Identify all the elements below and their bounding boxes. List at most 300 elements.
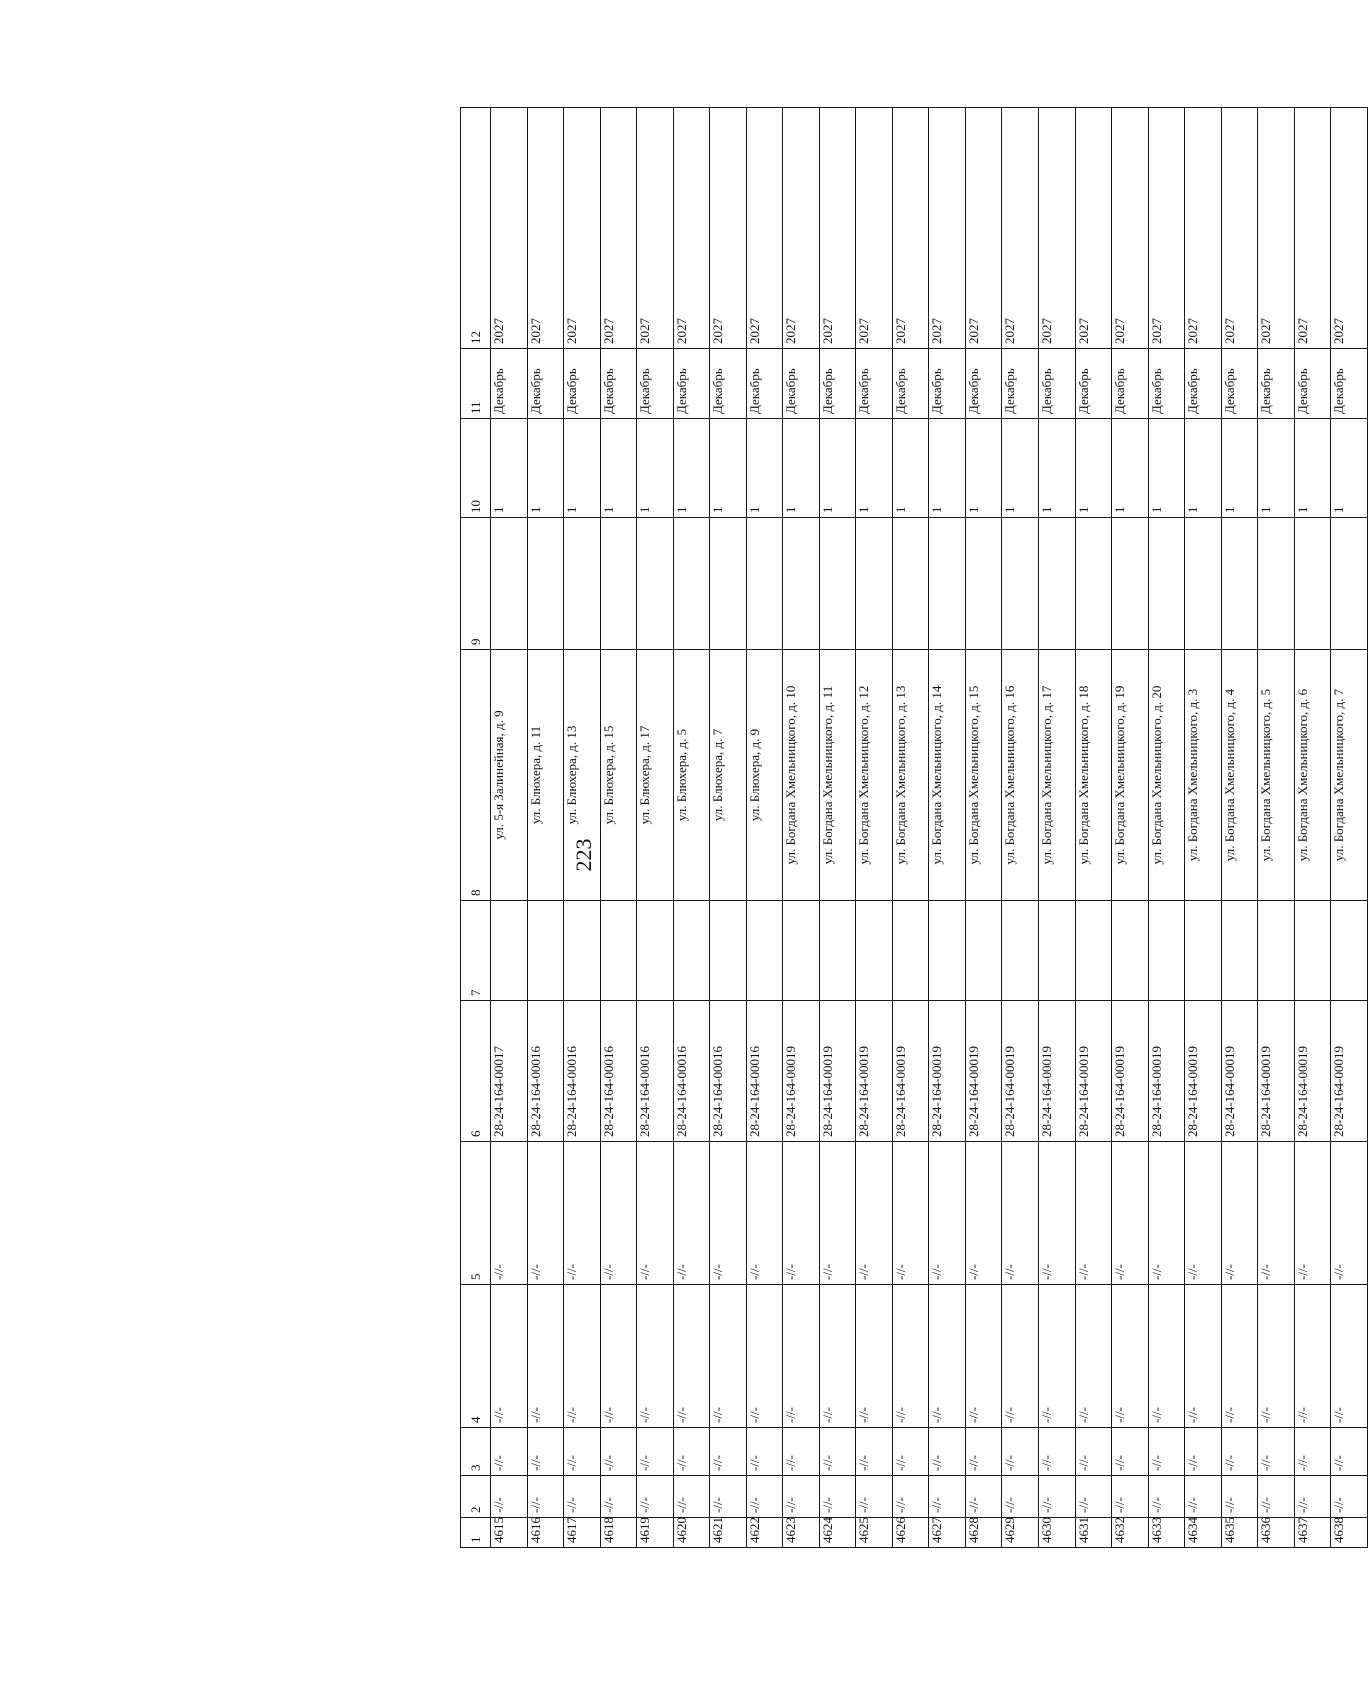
- col7-cell: [819, 901, 856, 1001]
- col3-cell: -//-: [1075, 1428, 1112, 1476]
- table-row: [563, 108, 600, 1548]
- col5-cell: -//-: [965, 1142, 1002, 1285]
- col2-cell: -//-: [892, 1476, 929, 1518]
- cadastral-number: 28-24-164-00019: [1038, 1001, 1075, 1142]
- col9-cell: [746, 518, 783, 650]
- col9-cell: [490, 518, 527, 650]
- month-cell: Декабрь: [636, 349, 673, 419]
- col4-cell: -//-: [1001, 1285, 1038, 1428]
- quantity-cell: 1: [855, 419, 892, 518]
- table-row: [1001, 108, 1038, 1548]
- cadastral-number: 28-24-164-00016: [746, 1001, 783, 1142]
- quantity-cell: 1: [746, 419, 783, 518]
- col9-cell: [1038, 518, 1075, 650]
- address-cell: ул. Богдана Хмельницкого, д. 4: [1221, 650, 1258, 901]
- year-cell: 2027: [673, 108, 710, 349]
- col9-cell: [1257, 518, 1294, 650]
- col3-cell: -//-: [1038, 1428, 1075, 1476]
- year-cell: 2027: [1221, 108, 1258, 349]
- col7-cell: [928, 901, 965, 1001]
- col9-cell: [636, 518, 673, 650]
- col9-cell: [1184, 518, 1221, 650]
- address-cell: ул. 5-я Залинейная, д. 9: [490, 650, 527, 901]
- col3-cell: -//-: [1330, 1428, 1367, 1476]
- table-row: [819, 108, 856, 1548]
- col4-cell: -//-: [1330, 1285, 1367, 1428]
- cadastral-number: 28-24-164-00019: [1294, 1001, 1331, 1142]
- col7-cell: [636, 901, 673, 1001]
- cadastral-number: 28-24-164-00016: [636, 1001, 673, 1142]
- col7-cell: [1257, 901, 1294, 1001]
- year-cell: 2027: [1038, 108, 1075, 349]
- column-number-12: 12: [460, 108, 490, 349]
- year-cell: 2027: [1075, 108, 1112, 349]
- column-number-2: 2: [460, 1476, 490, 1518]
- row-number: 4637: [1294, 1518, 1331, 1548]
- table-row: [527, 108, 564, 1548]
- year-cell: 2027: [490, 108, 527, 349]
- col4-cell: -//-: [1148, 1285, 1185, 1428]
- quantity-cell: 1: [1001, 419, 1038, 518]
- col2-cell: -//-: [1001, 1476, 1038, 1518]
- col5-cell: -//-: [892, 1142, 929, 1285]
- address-cell: ул. Богдана Хмельницкого, д. 10: [782, 650, 819, 901]
- col9-cell: [563, 518, 600, 650]
- year-cell: 2027: [1148, 108, 1185, 349]
- row-number: 4622: [746, 1518, 783, 1548]
- address-cell: ул. Богдана Хмельницкого, д. 14: [928, 650, 965, 901]
- row-number: 4616: [527, 1518, 564, 1548]
- col7-cell: [855, 901, 892, 1001]
- month-cell: Декабрь: [563, 349, 600, 419]
- address-cell: ул. Блюхера, д. 13: [563, 650, 600, 901]
- table-row: [709, 108, 746, 1548]
- quantity-cell: 1: [892, 419, 929, 518]
- address-cell: ул. Блюхера, д. 17: [636, 650, 673, 901]
- col7-cell: [892, 901, 929, 1001]
- col2-cell: -//-: [709, 1476, 746, 1518]
- column-number-6: 6: [460, 1001, 490, 1142]
- quantity-cell: 1: [965, 419, 1002, 518]
- col5-cell: -//-: [1184, 1142, 1221, 1285]
- address-cell: ул. Богдана Хмельницкого, д. 16: [1001, 650, 1038, 901]
- col3-cell: -//-: [563, 1428, 600, 1476]
- address-cell: ул. Богдана Хмельницкого, д. 6: [1294, 650, 1331, 901]
- year-cell: 2027: [1001, 108, 1038, 349]
- month-cell: Декабрь: [490, 349, 527, 419]
- quantity-cell: 1: [1294, 419, 1331, 518]
- row-number: 4625: [855, 1518, 892, 1548]
- year-cell: 2027: [1257, 108, 1294, 349]
- column-number-5: 5: [460, 1142, 490, 1285]
- col5-cell: -//-: [636, 1142, 673, 1285]
- cadastral-number: 28-24-164-00019: [819, 1001, 856, 1142]
- month-cell: Декабрь: [1330, 349, 1367, 419]
- cadastral-number: 28-24-164-00019: [1330, 1001, 1367, 1142]
- row-number: 4636: [1257, 1518, 1294, 1548]
- table-row: [673, 108, 710, 1548]
- year-cell: 2027: [1111, 108, 1148, 349]
- address-cell: ул. Блюхера, д. 11: [527, 650, 564, 901]
- col2-cell: -//-: [928, 1476, 965, 1518]
- table-row: [1111, 108, 1148, 1548]
- address-cell: ул. Богдана Хмельницкого, д. 15: [965, 650, 1002, 901]
- quantity-cell: 1: [819, 419, 856, 518]
- col3-cell: -//-: [855, 1428, 892, 1476]
- column-number-10: 10: [460, 419, 490, 518]
- col7-cell: [1221, 901, 1258, 1001]
- header-row: [460, 108, 490, 1548]
- table-row: [782, 108, 819, 1548]
- quantity-cell: 1: [673, 419, 710, 518]
- col5-cell: -//-: [1221, 1142, 1258, 1285]
- col4-cell: -//-: [1294, 1285, 1331, 1428]
- cadastral-number: 28-24-164-00017: [490, 1001, 527, 1142]
- quantity-cell: 1: [709, 419, 746, 518]
- year-cell: 2027: [928, 108, 965, 349]
- col4-cell: -//-: [965, 1285, 1002, 1428]
- year-cell: 2027: [709, 108, 746, 349]
- col7-cell: [600, 901, 637, 1001]
- col3-cell: -//-: [1148, 1428, 1185, 1476]
- address-cell: ул. Богдана Хмельницкого, д. 11: [819, 650, 856, 901]
- year-cell: 2027: [746, 108, 783, 349]
- col7-cell: [746, 901, 783, 1001]
- col5-cell: -//-: [600, 1142, 637, 1285]
- row-number: 4634: [1184, 1518, 1221, 1548]
- month-cell: Декабрь: [1075, 349, 1112, 419]
- cadastral-number: 28-24-164-00016: [563, 1001, 600, 1142]
- address-cell: ул. Богдана Хмельницкого, д. 5: [1257, 650, 1294, 901]
- month-cell: Декабрь: [1001, 349, 1038, 419]
- table-row: [1294, 108, 1331, 1548]
- address-cell: ул. Блюхера, д. 15: [600, 650, 637, 901]
- table-row: [892, 108, 929, 1548]
- col5-cell: -//-: [673, 1142, 710, 1285]
- year-cell: 2027: [819, 108, 856, 349]
- col4-cell: -//-: [1111, 1285, 1148, 1428]
- col4-cell: -//-: [782, 1285, 819, 1428]
- quantity-cell: 1: [490, 419, 527, 518]
- month-cell: Декабрь: [782, 349, 819, 419]
- table-row: [600, 108, 637, 1548]
- table-row: [928, 108, 965, 1548]
- row-number: 4638: [1330, 1518, 1367, 1548]
- col2-cell: -//-: [1111, 1476, 1148, 1518]
- col2-cell: -//-: [855, 1476, 892, 1518]
- month-cell: Декабрь: [855, 349, 892, 419]
- table-row: [1075, 108, 1112, 1548]
- row-number: 4631: [1075, 1518, 1112, 1548]
- col9-cell: [1075, 518, 1112, 650]
- col3-cell: -//-: [490, 1428, 527, 1476]
- col3-cell: -//-: [892, 1428, 929, 1476]
- quantity-cell: 1: [1330, 419, 1367, 518]
- month-cell: Декабрь: [600, 349, 637, 419]
- cadastral-number: 28-24-164-00019: [928, 1001, 965, 1142]
- col3-cell: -//-: [636, 1428, 673, 1476]
- col2-cell: -//-: [673, 1476, 710, 1518]
- col5-cell: -//-: [1257, 1142, 1294, 1285]
- row-number: 4635: [1221, 1518, 1258, 1548]
- col5-cell: -//-: [563, 1142, 600, 1285]
- address-cell: ул. Богдана Хмельницкого, д. 20: [1148, 650, 1185, 901]
- col4-cell: -//-: [746, 1285, 783, 1428]
- month-cell: Декабрь: [928, 349, 965, 419]
- col7-cell: [527, 901, 564, 1001]
- address-cell: ул. Богдана Хмельницкого, д. 18: [1075, 650, 1112, 901]
- col3-cell: -//-: [709, 1428, 746, 1476]
- row-number: 4626: [892, 1518, 929, 1548]
- col7-cell: [673, 901, 710, 1001]
- col7-cell: [1330, 901, 1367, 1001]
- quantity-cell: 1: [563, 419, 600, 518]
- col2-cell: -//-: [563, 1476, 600, 1518]
- row-number: 4615: [490, 1518, 527, 1548]
- quantity-cell: 1: [1111, 419, 1148, 518]
- col2-cell: -//-: [746, 1476, 783, 1518]
- col7-cell: [709, 901, 746, 1001]
- quantity-cell: 1: [1038, 419, 1075, 518]
- col7-cell: [1111, 901, 1148, 1001]
- data-table: [460, 107, 1368, 1548]
- col2-cell: -//-: [1038, 1476, 1075, 1518]
- col3-cell: -//-: [965, 1428, 1002, 1476]
- col2-cell: -//-: [1148, 1476, 1185, 1518]
- col7-cell: [782, 901, 819, 1001]
- col4-cell: -//-: [709, 1285, 746, 1428]
- col3-cell: -//-: [673, 1428, 710, 1476]
- col4-cell: -//-: [527, 1285, 564, 1428]
- table-row: [490, 108, 527, 1548]
- address-cell: ул. Богдана Хмельницкого, д. 13: [892, 650, 929, 901]
- cadastral-number: 28-24-164-00016: [673, 1001, 710, 1142]
- col7-cell: [1184, 901, 1221, 1001]
- col5-cell: -//-: [782, 1142, 819, 1285]
- table-row: [1184, 108, 1221, 1548]
- column-number-9: 9: [460, 518, 490, 650]
- quantity-cell: 1: [1257, 419, 1294, 518]
- col4-cell: -//-: [490, 1285, 527, 1428]
- col4-cell: -//-: [636, 1285, 673, 1428]
- column-number-7: 7: [460, 901, 490, 1001]
- column-number-4: 4: [460, 1285, 490, 1428]
- col3-cell: -//-: [782, 1428, 819, 1476]
- month-cell: Декабрь: [819, 349, 856, 419]
- col3-cell: -//-: [1184, 1428, 1221, 1476]
- col9-cell: [1330, 518, 1367, 650]
- row-number: 4623: [782, 1518, 819, 1548]
- year-cell: 2027: [1184, 108, 1221, 349]
- col3-cell: -//-: [1111, 1428, 1148, 1476]
- col5-cell: -//-: [1075, 1142, 1112, 1285]
- row-number: 4632: [1111, 1518, 1148, 1548]
- row-number: 4633: [1148, 1518, 1185, 1548]
- row-number: 4624: [819, 1518, 856, 1548]
- table-row: [1257, 108, 1294, 1548]
- address-cell: ул. Блюхера, д. 5: [673, 650, 710, 901]
- cadastral-number: 28-24-164-00019: [855, 1001, 892, 1142]
- col4-cell: -//-: [1075, 1285, 1112, 1428]
- col2-cell: -//-: [1075, 1476, 1112, 1518]
- col3-cell: -//-: [928, 1428, 965, 1476]
- col9-cell: [1148, 518, 1185, 650]
- column-number-1: 1: [460, 1518, 490, 1548]
- cadastral-number: 28-24-164-00019: [965, 1001, 1002, 1142]
- col9-cell: [1001, 518, 1038, 650]
- year-cell: 2027: [527, 108, 564, 349]
- column-number-8: 8: [460, 650, 490, 901]
- col4-cell: -//-: [819, 1285, 856, 1428]
- table-row: [965, 108, 1002, 1548]
- year-cell: 2027: [892, 108, 929, 349]
- month-cell: Декабрь: [1148, 349, 1185, 419]
- col7-cell: [1038, 901, 1075, 1001]
- address-cell: ул. Богдана Хмельницкого, д. 7: [1330, 650, 1367, 901]
- col4-cell: -//-: [600, 1285, 637, 1428]
- col9-cell: [709, 518, 746, 650]
- col3-cell: -//-: [1221, 1428, 1258, 1476]
- col2-cell: -//-: [636, 1476, 673, 1518]
- year-cell: 2027: [965, 108, 1002, 349]
- quantity-cell: 1: [600, 419, 637, 518]
- col9-cell: [965, 518, 1002, 650]
- year-cell: 2027: [782, 108, 819, 349]
- address-cell: ул. Богдана Хмельницкого, д. 17: [1038, 650, 1075, 901]
- col3-cell: -//-: [600, 1428, 637, 1476]
- col9-cell: [1111, 518, 1148, 650]
- cadastral-number: 28-24-164-00019: [1001, 1001, 1038, 1142]
- col9-cell: [855, 518, 892, 650]
- address-cell: ул. Богдана Хмельницкого, д. 19: [1111, 650, 1148, 901]
- quantity-cell: 1: [1221, 419, 1258, 518]
- quantity-cell: 1: [1075, 419, 1112, 518]
- col4-cell: -//-: [892, 1285, 929, 1428]
- quantity-cell: 1: [1184, 419, 1221, 518]
- col7-cell: [1294, 901, 1331, 1001]
- col4-cell: -//-: [1221, 1285, 1258, 1428]
- cadastral-number: 28-24-164-00019: [1148, 1001, 1185, 1142]
- row-number: 4618: [600, 1518, 637, 1548]
- col9-cell: [819, 518, 856, 650]
- cadastral-number: 28-24-164-00019: [1257, 1001, 1294, 1142]
- col5-cell: -//-: [746, 1142, 783, 1285]
- cadastral-number: 28-24-164-00019: [1111, 1001, 1148, 1142]
- address-cell: ул. Богдана Хмельницкого, д. 3: [1184, 650, 1221, 901]
- col5-cell: -//-: [1148, 1142, 1185, 1285]
- col3-cell: -//-: [1294, 1428, 1331, 1476]
- col2-cell: -//-: [965, 1476, 1002, 1518]
- table-row: [636, 108, 673, 1548]
- col7-cell: [563, 901, 600, 1001]
- year-cell: 2027: [1330, 108, 1367, 349]
- year-cell: 2027: [563, 108, 600, 349]
- col5-cell: -//-: [1111, 1142, 1148, 1285]
- col5-cell: -//-: [1330, 1142, 1367, 1285]
- table-row: [746, 108, 783, 1548]
- col2-cell: -//-: [490, 1476, 527, 1518]
- quantity-cell: 1: [527, 419, 564, 518]
- col7-cell: [1001, 901, 1038, 1001]
- col4-cell: -//-: [1257, 1285, 1294, 1428]
- col3-cell: -//-: [1001, 1428, 1038, 1476]
- year-cell: 2027: [855, 108, 892, 349]
- cadastral-number: 28-24-164-00016: [709, 1001, 746, 1142]
- col7-cell: [965, 901, 1002, 1001]
- row-number: 4629: [1001, 1518, 1038, 1548]
- col7-cell: [1075, 901, 1112, 1001]
- month-cell: Декабрь: [527, 349, 564, 419]
- col7-cell: [490, 901, 527, 1001]
- year-cell: 2027: [600, 108, 637, 349]
- row-number: 4621: [709, 1518, 746, 1548]
- col2-cell: -//-: [600, 1476, 637, 1518]
- col2-cell: -//-: [819, 1476, 856, 1518]
- col5-cell: -//-: [1038, 1142, 1075, 1285]
- col2-cell: -//-: [1257, 1476, 1294, 1518]
- col5-cell: -//-: [928, 1142, 965, 1285]
- col2-cell: -//-: [1294, 1476, 1331, 1518]
- col4-cell: -//-: [855, 1285, 892, 1428]
- table-row: [855, 108, 892, 1548]
- cadastral-number: 28-24-164-00016: [527, 1001, 564, 1142]
- col9-cell: [673, 518, 710, 650]
- col3-cell: -//-: [527, 1428, 564, 1476]
- col5-cell: -//-: [855, 1142, 892, 1285]
- table-row: [1148, 108, 1185, 1548]
- col7-cell: [1148, 901, 1185, 1001]
- cadastral-number: 28-24-164-00019: [1221, 1001, 1258, 1142]
- col9-cell: [527, 518, 564, 650]
- column-number-11: 11: [460, 349, 490, 419]
- col4-cell: -//-: [673, 1285, 710, 1428]
- col9-cell: [1221, 518, 1258, 650]
- month-cell: Декабрь: [1111, 349, 1148, 419]
- col5-cell: -//-: [527, 1142, 564, 1285]
- col2-cell: -//-: [782, 1476, 819, 1518]
- month-cell: Декабрь: [1221, 349, 1258, 419]
- quantity-cell: 1: [928, 419, 965, 518]
- col2-cell: -//-: [527, 1476, 564, 1518]
- month-cell: Декабрь: [1257, 349, 1294, 419]
- year-cell: 2027: [636, 108, 673, 349]
- month-cell: Декабрь: [673, 349, 710, 419]
- month-cell: Декабрь: [892, 349, 929, 419]
- month-cell: Декабрь: [1294, 349, 1331, 419]
- page-number: 223: [571, 838, 596, 872]
- cadastral-number: 28-24-164-00019: [1075, 1001, 1112, 1142]
- row-number: 4628: [965, 1518, 1002, 1548]
- col5-cell: -//-: [490, 1142, 527, 1285]
- cadastral-number: 28-24-164-00019: [782, 1001, 819, 1142]
- quantity-cell: 1: [782, 419, 819, 518]
- col3-cell: -//-: [1257, 1428, 1294, 1476]
- col4-cell: -//-: [563, 1285, 600, 1428]
- address-cell: ул. Блюхера, д. 7: [709, 650, 746, 901]
- col4-cell: -//-: [1038, 1285, 1075, 1428]
- table-row: [1330, 108, 1367, 1548]
- year-cell: 2027: [1294, 108, 1331, 349]
- col5-cell: -//-: [819, 1142, 856, 1285]
- row-number: 4620: [673, 1518, 710, 1548]
- col4-cell: -//-: [1184, 1285, 1221, 1428]
- row-number: 4630: [1038, 1518, 1075, 1548]
- col5-cell: -//-: [1294, 1142, 1331, 1285]
- cadastral-number: 28-24-164-00019: [1184, 1001, 1221, 1142]
- month-cell: Декабрь: [746, 349, 783, 419]
- col9-cell: [782, 518, 819, 650]
- address-cell: ул. Богдана Хмельницкого, д. 12: [855, 650, 892, 901]
